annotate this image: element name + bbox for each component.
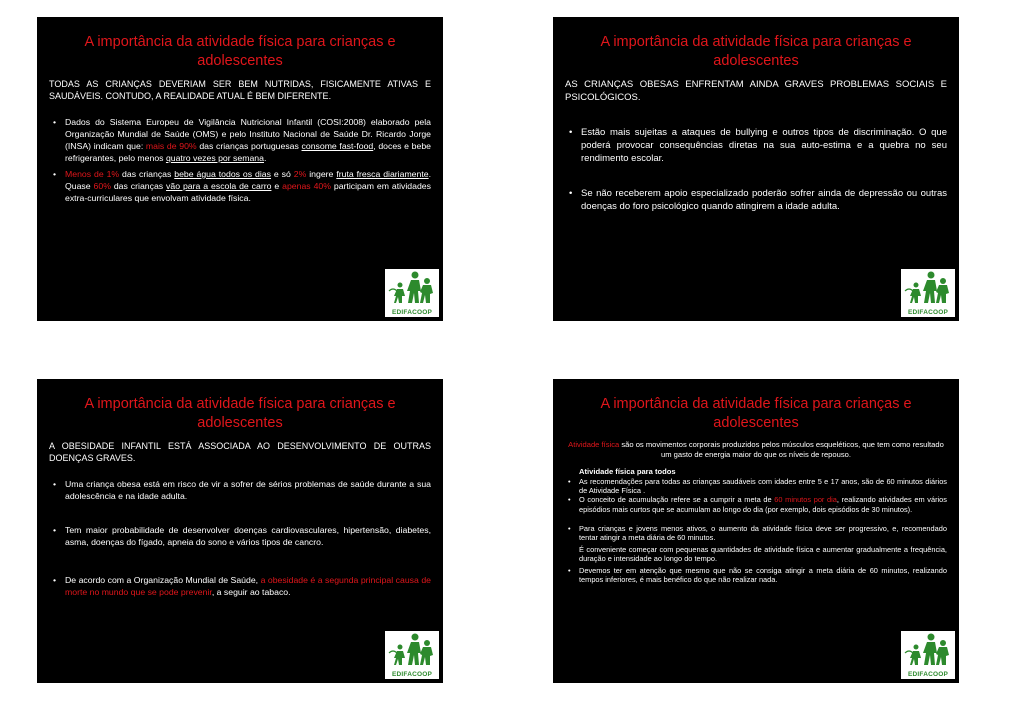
slide-title: A importância da atividade física para crianças e adolescentes [600,34,912,69]
slide-intro: Atividade física são os movimentos corporais produzidos pelos músculos esqueléticos, que tem como resultado um gasto de energia maior do que os níveis de repouso. [568,440,944,459]
bullet-item: • Estão mais sujeitas a ataques de bullying e outros tipos de discriminação. O que poderá provocar consequências diretas na sua auto-estima e a quebra no seu rendimento escolar. [565,126,947,165]
bullet-list [565,126,947,213]
bullet-item: • Menos de 1% das crianças bebe água todos os dias e só 2% ingere fruta fresca diariamente. Quase 60% das crianças vão para a escola de carro e apenas 40% participam em atividades extra-curriculares que envolvam atividade física. [49,168,431,204]
bullet-item: • Devemos ter em atenção que mesmo que não se consiga atingir a meta diária de 60 minutos, realizando tempos inferiores, é mais benéfico do que não realizar nada. [565,566,947,584]
edifacoop-logo [385,269,439,317]
slide-title: A importância da atividade física para crianças e adolescentes [84,34,396,69]
slide-title: A importância da atividade física para crianças e adolescentes [600,396,912,431]
slide-2 [553,17,959,321]
family-figures-icon [385,631,439,671]
slide-1 [37,17,443,321]
bullet-item: • Se não receberem apoio especializado poderão sofrer ainda de depressão ou outras doenças do foro psicológico quando atingirem a idade adulta. [565,187,947,213]
family-figures-icon [385,269,439,309]
bullet-item: • As recomendações para todas as crianças saudáveis com idades entre 5 e 17 anos, são de 60 minutos diários de Atividade Física . [565,477,947,495]
logo-text: EDIFACOOP [907,309,949,316]
slide-subheading: Atividade física para todos [579,467,676,476]
bullet-item: • Uma criança obesa está em risco de vir a sofrer de sérios problemas de saúde durante a sua adolescência e na idade adulta. [49,478,431,502]
slide-title: A importância da atividade física para crianças e adolescentes [84,396,396,431]
bullet-item: • De acordo com a Organização Mundial de Saúde, a obesidade é a segunda principal causa de morte no mundo que se pode prevenir, a seguir ao tabaco. [49,574,431,598]
bullet-list [49,116,431,204]
bullet-item: • Dados do Sistema Europeu de Vigilância Nutricional Infantil (COSI:2008) elaborado pela Organização Mundial de Saúde (OMS) e pelo Instituto Nacional de Saúde Dr. Ricardo Jorge (INSA) indicam que: mais de 90% das crianças portuguesas consome fast-food, doces e bebe refrigerantes, pelo menos quatro vezes por semana. [49,116,431,164]
family-figures-icon [901,631,955,671]
bullet-item: • O conceito de acumulação refere se a cumprir a meta de 60 minutos por dia, realizando atividades em vários episódios mais curtos que se acumulam ao longo do dia (por exemplo, dois episódios de 30 minutos). [565,495,947,513]
slide-lead: A OBESIDADE INFANTIL ESTÁ ASSOCIADA AO DESENVOLVIMENTO DE OUTRAS DOENÇAS GRAVES. [49,441,431,463]
slide-lead: TODAS AS CRIANÇAS DEVERIAM SER BEM NUTRIDAS, FISICAMENTE ATIVAS E SAUDÁVEIS. CONTUDO, A REALIDADE ATUAL É BEM DIFERENTE. [49,79,431,101]
bullet-item: • Para crianças e jovens menos ativos, o aumento da atividade física deve ser progressivo, e, recomendado tentar atingir a meta diária de 60 minutos. É conveniente começar com pequenas quantidades de atividade física e aumentar gradualmente a frequência, duração e intensidade ao longo do tempo. [565,524,947,564]
slide-3 [37,379,443,683]
logo-text: EDIFACOOP [907,671,949,678]
logo-text: EDIFACOOP [391,309,433,316]
slide-lead: AS CRIANÇAS OBESAS ENFRENTAM AINDA GRAVES PROBLEMAS SOCIAIS E PSICOLÓGICOS. [565,79,947,103]
logo-text: EDIFACOOP [391,671,433,678]
bullet-list [565,477,947,584]
family-figures-icon [901,269,955,309]
edifacoop-logo [901,631,955,679]
bullet-list [49,478,431,598]
edifacoop-logo [901,269,955,317]
edifacoop-logo [385,631,439,679]
slide-4 [553,379,959,683]
bullet-item: • Tem maior probabilidade de desenvolver doenças cardiovasculares, hipertensão, diabetes, asma, doenças do fígado, apneia do sono e vários tipos de cancro. [49,524,431,548]
